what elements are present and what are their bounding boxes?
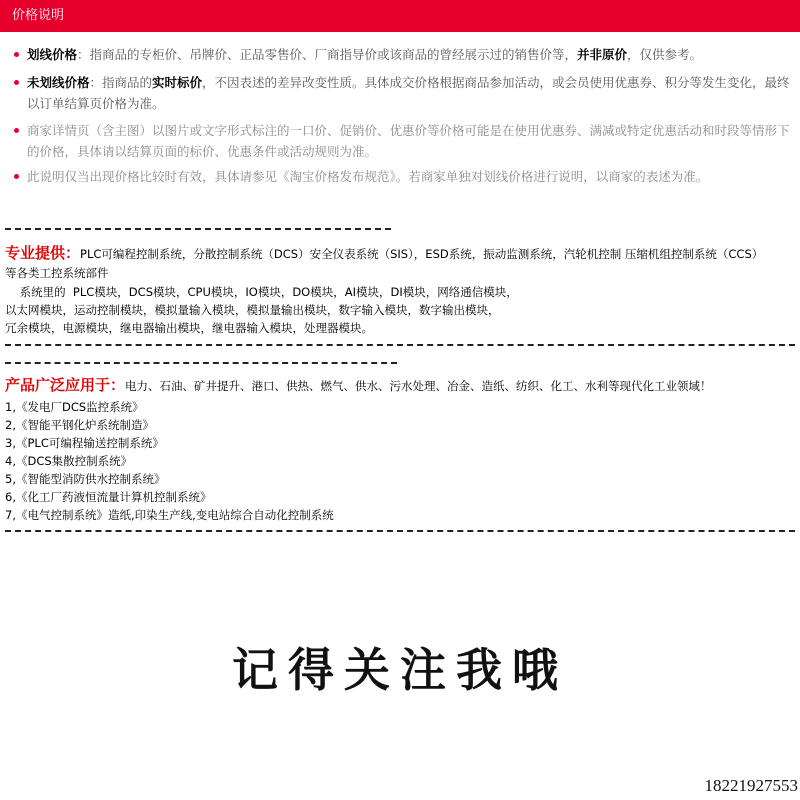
note-strikethrough-price [14,44,790,65]
supply-line-4: 以太网模块，运动控制模块，模拟量输入模块，模拟量输出模块，数字输入模块，数字输出模块， [5,303,500,317]
supply-line-1 [5,244,763,263]
bullet-dot-icon [14,80,19,85]
note-emphasis: 并非原价 [577,47,628,62]
divider [5,530,795,532]
note-emphasis: 实时标价 [152,75,203,90]
phone-number: 18221927553 [704,776,798,795]
list-item: 6,《化工厂药液恒流量计算机控制系统》 [5,490,212,504]
bullet-dot-icon [14,52,19,57]
supply-line-2: 等各类工控系统部件 [5,266,109,280]
note-text: 此说明仅当出现价格比较时有效，具体请参见《淘宝价格发布规范》。若商家单独对划线价格进行说明，以商家的表述为准。 [27,169,709,184]
note-text: 商家详情页（含主图）以图片或文字形式标注的一口价、促销价、优惠价等价格可能是在使用优惠券、满减或特定优惠活动和时段等情形下的价格，具体请以结算页面的标价、优惠条件或活动规则为准。 [27,123,790,159]
divider [5,228,391,230]
supply-text: PLC可编程控制系统，分散控制系统（DCS）安全仪表系统（SIS），ESD系统，振动监测系统，汽轮机控制 压缩机组控制系统（CCS） [80,247,764,261]
divider [5,362,397,364]
note-text: ：指商品的 [89,75,153,90]
list-item: 3,《PLC可编程输送控制系统》 [5,436,164,450]
list-item: 7,《电气控制系统》造纸,印染生产线,变电站综合自动化控制系统 [5,508,334,522]
divider [5,344,795,346]
note-detail-page-price [14,120,790,162]
list-item: 4,《DCS集散控制系统》 [5,454,133,468]
list-item: 1,《发电厂DCS监控系统》 [5,400,144,414]
apps-title: 产品广泛应用于： [5,376,126,394]
supply-line-5: 冗余模块，电源模块，继电器输出模块，继电器输入模块，处理器模块。 [5,321,373,335]
list-item: 5,《智能型消防供水控制系统》 [5,472,166,486]
apps-fields: 电力、石油、矿井提升、港口、供热、燃气、供水、污水处理、冶金、造纸、纺织、化工、水利等现代化工业领域！ [125,379,712,393]
header-title: 价格说明 [12,8,65,23]
list-item: 2,《智能平钢化炉系统制造》 [5,418,154,432]
apps-line [5,376,712,395]
note-current-price [14,72,790,114]
supply-line-3: 系统里的 PLC模块，DCS模块，CPU模块，IO模块，DO模块，AI模块，DI模块，网络通信模块， [5,285,518,299]
bullet-dot-icon [14,128,19,133]
supply-title: 专业提供： [5,244,81,262]
note-label: 划线价格 [27,47,78,62]
note-text: ：指商品的专柜价、吊牌价、正品零售价、厂商指导价或该商品的曾经展示过的销售价等， [77,47,578,62]
apps-list [5,398,334,524]
follow-me-banner: 记得关注我哦 [232,643,568,697]
note-scope [14,166,790,187]
bullet-dot-icon [14,174,19,179]
note-text: ，不因表述的差异改变性质。具体成交价格根据商品参加活动，或会员使用优惠券、积分等发生变化，最终以订单结算页价格为准。 [27,75,790,111]
note-label: 未划线价格 [27,75,90,90]
note-text: ，仅供参考。 [627,47,703,62]
price-info-header [0,0,800,32]
